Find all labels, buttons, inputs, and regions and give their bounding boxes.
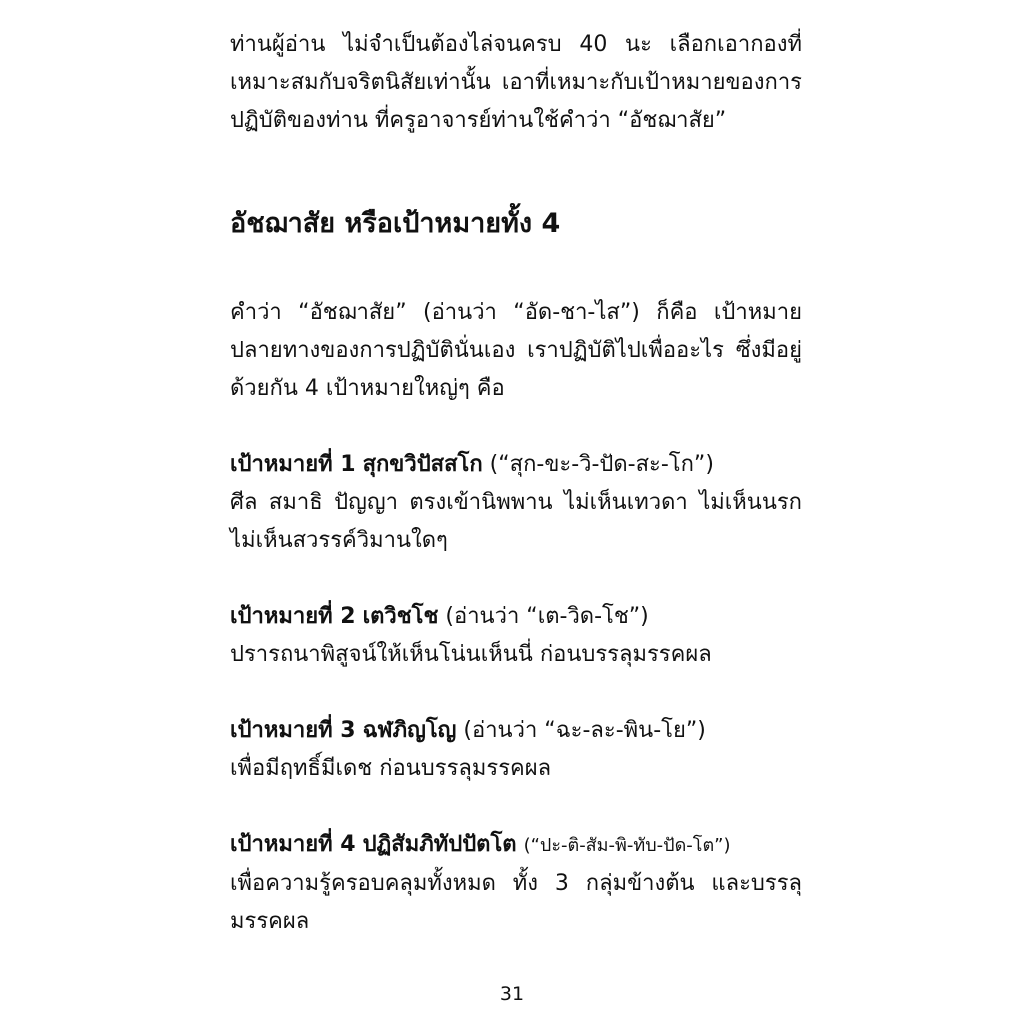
definition-paragraph: คำว่า “อัชฌาสัย” (อ่านว่า “อัด-ชา-ไส”) ก็คือ เป้าหมายปลายทางของการปฏิบัตินั่นเอง เราปฏิบัติไปเพื่ออะไร ซึ่งมีอยู่ด้วยกัน 4 เป้าหมายใหญ่ๆ คือ	[230, 300, 802, 401]
goal-description: เพื่อความรู้ครอบคลุมทั้งหมด ทั้ง 3 กลุ่มข้างต้น และบรรลุมรรคผล	[230, 871, 802, 934]
goal-name: เตวิชโช	[362, 604, 439, 629]
goal-description: ปรารถนาพิสูจน์ให้เห็นโน่นเห็นนี่ ก่อนบรรลุมรรคผล	[230, 642, 712, 667]
goal-title-line	[230, 712, 802, 750]
goal-description: ศีล สมาธิ ปัญญา ตรงเข้านิพพาน ไม่เห็นเทวดา ไม่เห็นนรก ไม่เห็นสวรรค์วิมานใดๆ	[230, 490, 802, 553]
goal-pronunciation: (“ปะ-ติ-สัม-พิ-ทับ-ปัด-โต”)	[523, 835, 731, 856]
goal-title-line	[230, 598, 802, 636]
goal-label: เป้าหมายที่ 1	[230, 452, 356, 477]
goal-label: เป้าหมายที่ 4	[230, 832, 356, 857]
goal-description: เพื่อมีฤทธิ์มีเดช ก่อนบรรลุมรรคผล	[230, 756, 552, 781]
goal-title-line	[230, 826, 802, 865]
goal-pronunciation: (อ่านว่า “เต-วิด-โช”)	[445, 604, 649, 629]
goal-item-2	[230, 598, 802, 674]
section-heading: อัชฌาสัย หรือเป้าหมายทั้ง 4	[230, 208, 561, 239]
goal-item-1	[230, 446, 802, 560]
goal-pronunciation: (“สุก-ขะ-วิ-ปัด-สะ-โก”)	[489, 452, 714, 477]
goal-name: ฉฬภิญโญ	[362, 718, 457, 743]
goal-pronunciation: (อ่านว่า “ฉะ-ละ-พิน-โย”)	[463, 718, 706, 743]
goal-title-line	[230, 446, 802, 484]
goal-item-4	[230, 826, 802, 941]
goal-name: สุกขวิปัสสโก	[362, 452, 483, 477]
goal-item-3	[230, 712, 802, 788]
page-number: 31	[499, 983, 525, 1005]
intro-paragraph: ท่านผู้อ่าน ไม่จำเป็นต้องไล่จนครบ 40 นะ เลือกเอากองที่เหมาะสมกับจริตนิสัยเท่านั้น เอาที่เหมาะกับเป้าหมายของการปฏิบัติของท่าน ที่ครูอาจารย์ท่านใช้คำว่า “อัชฌาสัย”	[230, 32, 802, 133]
goal-label: เป้าหมายที่ 2	[230, 604, 356, 629]
page-content	[230, 26, 802, 941]
goal-label: เป้าหมายที่ 3	[230, 718, 356, 743]
goal-name: ปฏิสัมภิทัปปัตโต	[362, 832, 517, 857]
